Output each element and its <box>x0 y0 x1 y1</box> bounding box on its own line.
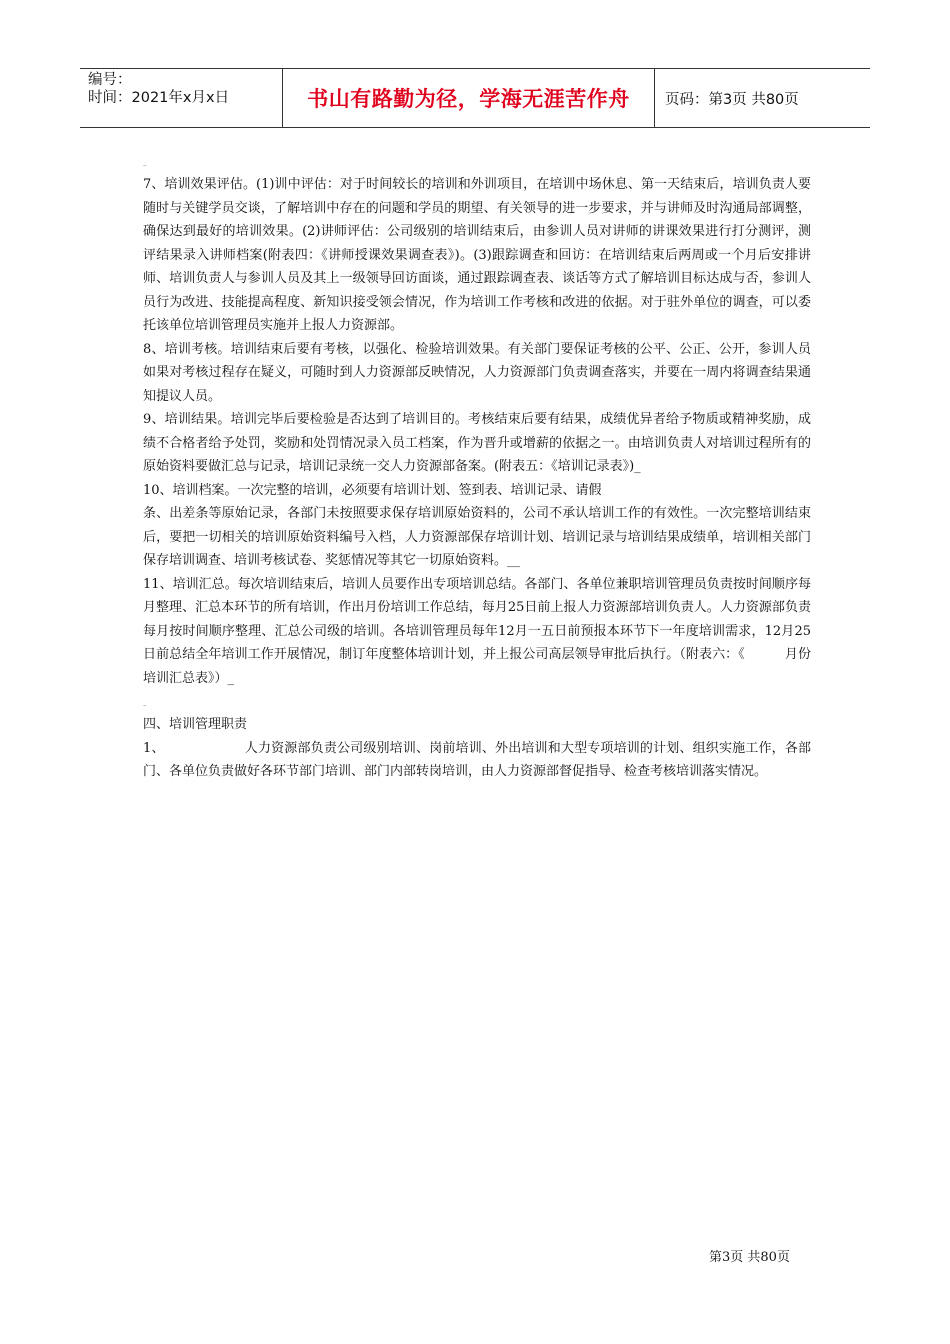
paragraph-mark: – <box>143 161 147 169</box>
paragraph-mark: – <box>143 701 147 709</box>
paragraph-11-tail: 月份培训汇总表》）_ <box>143 647 811 686</box>
page-footer: 第3页 共80页 <box>709 1250 790 1265</box>
item-text: 人力资源部负责公司级别培训、岗前培训、外出培训和大型专项培训的计划、组织实施工作，各部门、各单位负责做好各环节部门培训、部门内部转岗培训，由人力资源部督促指导、检查考核培训落实情况。 <box>143 740 811 779</box>
paragraph-11-main: 11、培训汇总。每次培训结束后，培训人员要作出专项培训总结。各部门、各单位兼职培训管理员负责按时间顺序每月整理、汇总本环节的所有培训，作出月份培训工作总结，每月25日前上报人力资源部培训负责人。人力资源部负责每月按时间顺序整理、汇总公司级的培训。各培训管理员每年12月一五日前预报本环节下一年度培训需求，12月25日前总结全年培训工作开展情况，制订年度整体培训计划，并上报公司高层领导审批后执行。（附表六：《 <box>143 576 811 662</box>
paragraph-10-cont: 条、出差条等原始记录，各部门未按照要求保存培训原始资料的，公司不承认培训工作的有效性。一次完整培训结束后，要把一切相关的培训原始资料编号入档，人力资源部保存培训计划、培训记录与培训结果成绩单，培训相关部门保存培训调查、培训考核试卷、奖惩情况等其它一切原始资料。__ <box>143 506 811 568</box>
paragraph-11 <box>143 573 811 691</box>
item-number: 1、 <box>143 740 165 756</box>
section-heading-4: 四、培训管理职责 <box>143 717 248 732</box>
serial-number-label: 编号： <box>88 72 132 88</box>
page-header <box>80 68 870 128</box>
paragraph-9: 9、培训结果。培训完毕后要检验是否达到了培训目的。考核结束后要有结果，成绩优异者给予物质或精神奖励，成绩不合格者给予处罚，奖励和处罚情况录入员工档案，作为晋升或增薪的依据之一。由培训负责人对培训过程所有的原始资料要做汇总与记录，培训记录统一交人力资源部备案。(附表五：《培训记录表》)_ <box>143 412 811 474</box>
section-4-item-1 <box>143 737 811 784</box>
header-meta <box>80 69 283 127</box>
date-label: 时间：2021年x月x日 <box>88 90 230 106</box>
paragraph-8: 8、培训考核。培训结束后要有考核，以强化、检验培训效果。有关部门要保证考核的公平、公正、公开，参训人员如果对考核过程存在疑义，可随时到人力资源部反映情况，人力资源部门负责调查落实，并要在一周内将调查结果通知提议人员。 <box>143 341 811 404</box>
header-motto: 书山有路勤为径，学海无涯苦作舟 <box>283 69 655 127</box>
header-page-number: 页码：第3页 共80页 <box>665 91 799 108</box>
paragraph-10-line1: 10、培训档案。一次完整的培训，必须要有培训计划、签到表、培训记录、请假 <box>143 482 602 498</box>
paragraph-7: 7、培训效果评估。(1)训中评估：对于时间较长的培训和外训项目，在培训中场休息、第一天结束后，培训负责人要随时与关键学员交谈，了解培训中存在的问题和学员的期望、有关领导的进一步要求，并与讲师及时沟通局部调整，确保达到最好的培训效果。(2)讲师评估：公司级别的培训结束后，由参训人员对讲师的讲课效果进行打分测评，测评结果录入讲师档案(附表四：《讲师授课效果调查表》)。(3)跟踪调查和回访：在培训结束后两周或一个月后安排讲师、培训负责人与参训人员及其上一级领导回访面谈，通过跟踪调查表、谈话等方式了解培训目标达成与否，参训人员行为改进、技能提高程度、新知识接受领会情况，作为培训工作考核和改进的依据。对于驻外单位的调查，可以委托该单位培训管理员实施并上报人力资源部。 <box>143 177 811 333</box>
document-body <box>143 150 811 784</box>
